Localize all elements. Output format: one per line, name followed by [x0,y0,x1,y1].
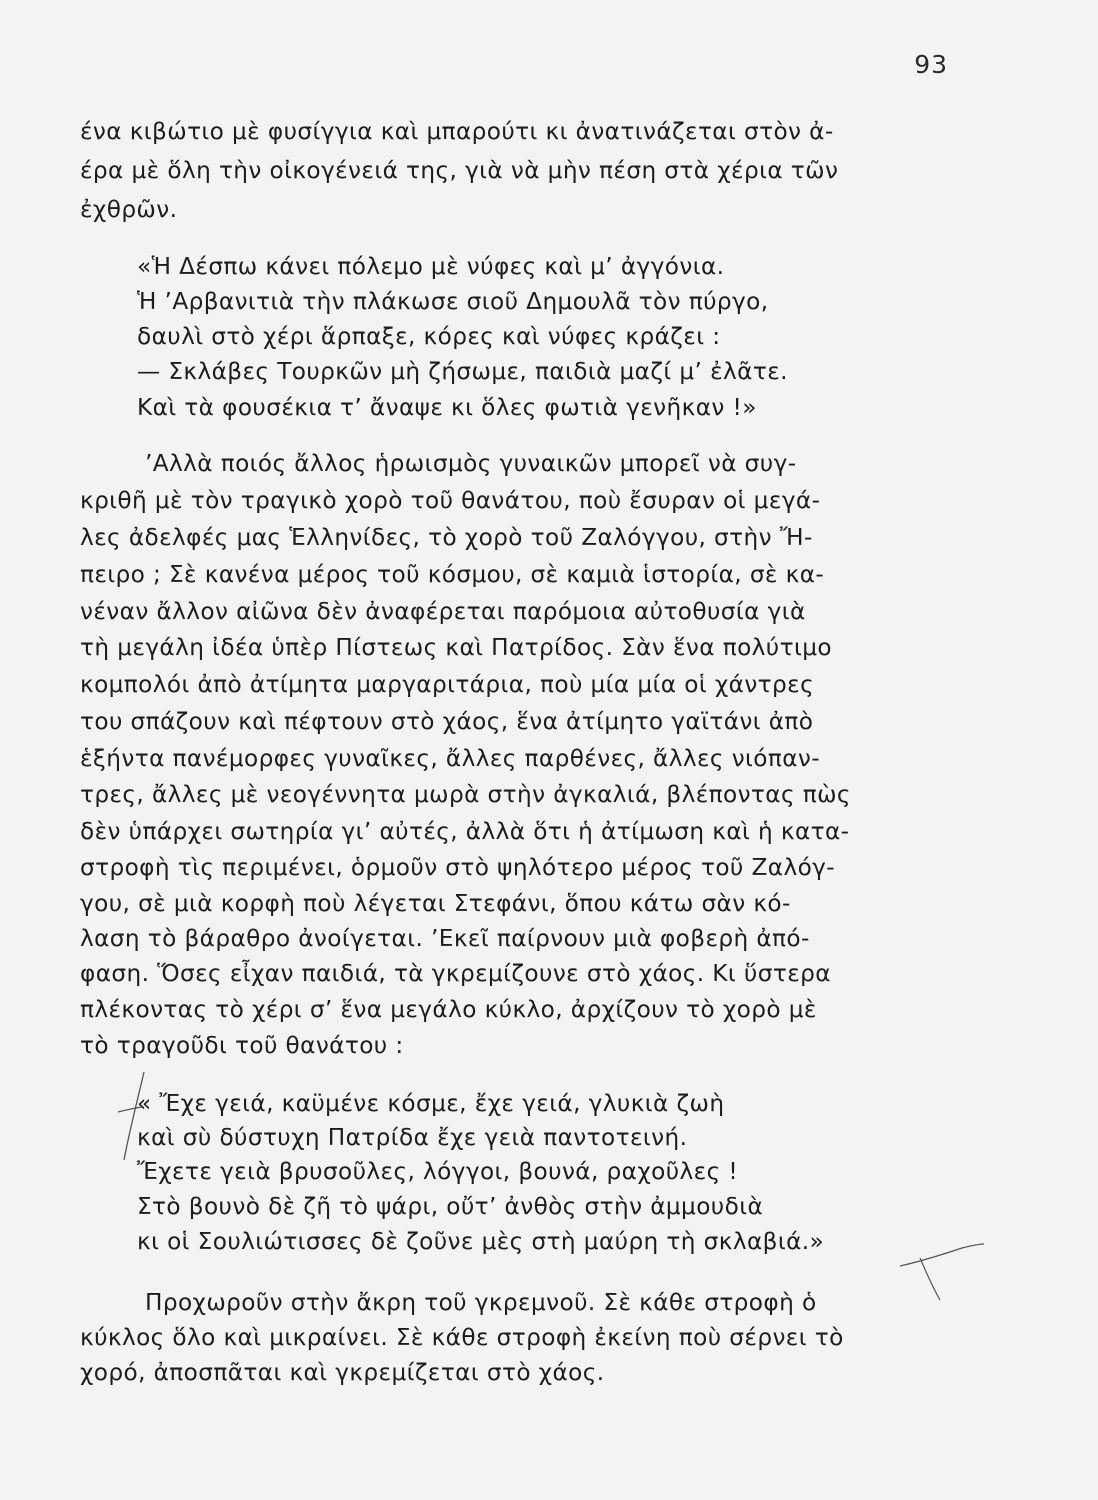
verse-line: καὶ σὺ δύστυχη Πατρίδα ἔχε γειὰ παντοτεινή. [137,1124,688,1151]
pencil-mark-open [108,1068,152,1164]
page-number: 93 [914,50,948,79]
verse-line: κι οἱ Σουλιώτισσες δὲ ζοῦνε μὲς στὴ μαύρη τὴ σκλαβιά.» [137,1228,825,1255]
text-line: ἐχθρῶν. [80,196,178,223]
text-line: λες ἀδελφές μας Ἑλληνίδες, τὸ χορὸ τοῦ Ζαλόγγου, στὴν Ἤ- [80,524,813,551]
verse-line: Καὶ τὰ φουσέκια τ’ ἄναψε κι ὅλες φωτιὰ γενῆκαν !» [137,394,757,421]
text-line: λαση τὸ βάραθρο ἀνοίγεται. ’Εκεῖ παίρνουν μιὰ φοβερὴ ἀπό- [80,925,810,952]
text-line: του σπάζουν καὶ πέφτουν στὸ χάος, ἕνα ἀτίμητο γαϊτάνι ἀπὸ [80,708,814,735]
text-line: έρα μὲ ὅλη τὴν οἰκογένειά της, γιὰ νὰ μὴν πέση στὰ χέρια τῶν [80,157,839,184]
text-line: τρες, ἄλλες μὲ νεογέννητα μωρὰ στὴν ἀγκαλιά, βλέποντας πὼς [80,781,851,808]
text-line: Προχωροῦν στὴν ἄκρη τοῦ γκρεμνοῦ. Σὲ κάθε στροφὴ ὁ [145,1289,817,1316]
text-line: ένα κιβώτιο μὲ φυσίγγια καὶ μπαρούτι κι ἀνατινάζεται στὸν ἀ- [80,118,834,145]
verse-line: Στὸ βουνὸ δὲ ζῆ τὸ ψάρι, οὔτ’ ἀνθὸς στὴν ἀμμουδιὰ [137,1193,764,1220]
text-line: δὲν ὑπάρχει σωτηρία γι’ αὐτές, ἀλλὰ ὅτι ἡ ἀτίμωση καὶ ἡ κατα- [80,818,850,845]
text-line: φαση. Ὅσες εἶχαν παιδιά, τὰ γκρεμίζουνε στὸ χάος. Κι ὕστερα [80,960,831,987]
text-line: νέναν ἄλλον αἰῶνα δὲν ἀναφέρεται παρόμοια αὐτοθυσία γιὰ [80,598,806,625]
text-line: ’Αλλὰ ποιός ἄλλος ἡρωισμὸς γυναικῶν μπορεῖ νὰ συγ- [145,450,797,477]
verse-line: Ἡ ’Αρβανιτιὰ τὴν πλάκωσε σιοῦ Δημουλᾶ τὸν πύργο, [137,288,769,315]
text-line: χορό, ἀποσπᾶται καὶ γκρεμίζεται στὸ χάος. [80,1359,605,1386]
verse-line: Ἔχετε γειὰ βρυσοῦλες, λόγγοι, βουνά, ραχοῦλες ! [137,1158,739,1185]
text-line: πλέκοντας τὸ χέρι σ’ ἕνα μεγάλο κύκλο, ἀρχίζουν τὸ χορὸ μὲ [80,996,817,1023]
text-line: κομπολόι ἀπὸ ἀτίμητα μαργαριτάρια, ποὺ μία μία οἱ χάντρες [80,671,815,698]
text-line: τὴ μεγάλη ἰδέα ὑπὲρ Πίστεως καὶ Πατρίδος. Σὰν ἕνα πολύτιμο [80,634,832,661]
text-line: κριθῆ μὲ τὸν τραγικὸ χορὸ τοῦ θανάτου, ποὺ ἔσυραν οἱ μεγά- [80,487,821,514]
verse-line: «Ἡ Δέσπω κάνει πόλεμο μὲ νύφες καὶ μ’ ἀγγόνια. [137,253,725,280]
text-line: γου, σὲ μιὰ κορφὴ ποὺ λέγεται Στεφάνι, ὅπου κάτω σὰν κό- [80,890,791,917]
verse-line: δαυλὶ στὸ χέρι ἅρπαξε, κόρες καὶ νύφες κράζει : [137,323,721,350]
verse-line: « Ἔχε γειά, καϋμένε κόσμε, ἔχε γειά, γλυκιὰ ζωὴ [137,1090,725,1117]
text-line: κύκλος ὅλο καὶ μικραίνει. Σὲ κάθε στροφὴ ἐκείνη ποὺ σέρνει τὸ [80,1324,844,1351]
text-line: πειρο ; Σὲ κανένα μέρος τοῦ κόσμου, σὲ καμιὰ ἱστορία, σὲ κα- [80,561,825,588]
text-line: στροφὴ τὶς περιμένει, ὁρμοῦν στὸ ψηλότερο μέρος τοῦ Ζαλόγ- [80,854,836,881]
text-line: ἑξήντα πανέμορφες γυναῖκες, ἄλλες παρθένες, ἄλλες νιόπαν- [80,745,821,772]
text-line: τὸ τραγοῦδι τοῦ θανάτου : [80,1032,404,1059]
verse-line: — Σκλάβες Τουρκῶν μὴ ζήσωμε, παιδιὰ μαζί μ’ ἐλᾶτε. [137,358,788,385]
pencil-mark-close [898,1238,988,1306]
